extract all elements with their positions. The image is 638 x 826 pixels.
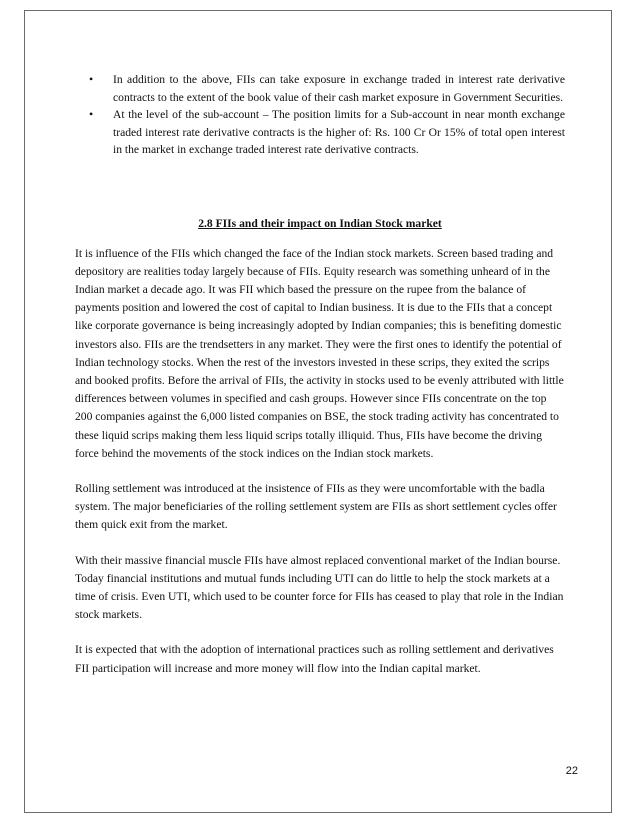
paragraph: With their massive financial muscle FIIs have almost replaced conventional market of the Indian bourse. Today financial institutions and mutual funds including UTI can do little to help the stock markets at a time of crisis. Even UTI, which used to be counter force for FIIs has ceased to play that role in the Indian stock markets. — [75, 553, 564, 622]
bullet-text: In addition to the above, FIIs can take exposure in exchange traded in interest rate derivative contracts to the extent of the book value of their cash market exposure in Government Securities. — [113, 73, 565, 104]
section-heading: 2.8 FIIs and their impact on Indian Stock market — [198, 216, 442, 230]
bullet-icon: • — [89, 107, 94, 121]
paragraph: It is influence of the FIIs which changed the face of the Indian stock markets. Screen based trading and depository are realities today largely because of FIIs. Equity research was something unheard of in the Indian market a decade ago. It was FII which based the pressure on the rupee from the balance of payments position and lowered the cost of capital to Indian business. It is due to the FIIs that a concept like corporate governance is being increasingly adopted by Indian companies; this is benefiting domestic investors also. FIIs are the trendsetters in any market. They were the first ones to identify the potential of Indian technology stocks. When the rest of the investors invested in these scrips, they exited the scrips and booked profits. Before the arrival of FIIs, the activity in stocks used to be evenly attributed with little differences between volumes in specified and cash groups. However since FIIs concentrate on the top 200 companies against the 6,000 listed companies on BSE, the stock trading activity has concentrated to these liquid scrips making them less liquid scrips totally illiquid. Thus, FIIs have become the driving force behind the movements of the stock indices on the Indian stock markets. — [75, 246, 564, 460]
page-number: 22 — [565, 765, 578, 777]
bullet-item — [75, 106, 565, 159]
paragraph: It is expected that with the adoption of international practices such as rolling settlement and derivatives FII participation will increase and more money will flow into the Indian capital market. — [75, 643, 554, 675]
paragraph: Rolling settlement was introduced at the insistence of FIIs as they were uncomfortable with the badla system. The major beneficiaries of the rolling settlement system are FIIs as short settlement cycles offer them quick exit from the market. — [75, 481, 557, 532]
bullet-list — [75, 71, 565, 159]
bullet-text: At the level of the sub-account – The position limits for a Sub-account in near month exchange traded interest rate derivative contracts is the higher of: Rs. 100 Cr Or 15% of total open interest in the market in exchange traded interest rate derivative contracts. — [113, 108, 565, 156]
bullet-item — [75, 71, 565, 106]
document-body — [75, 71, 565, 695]
bullet-icon: • — [89, 72, 94, 86]
